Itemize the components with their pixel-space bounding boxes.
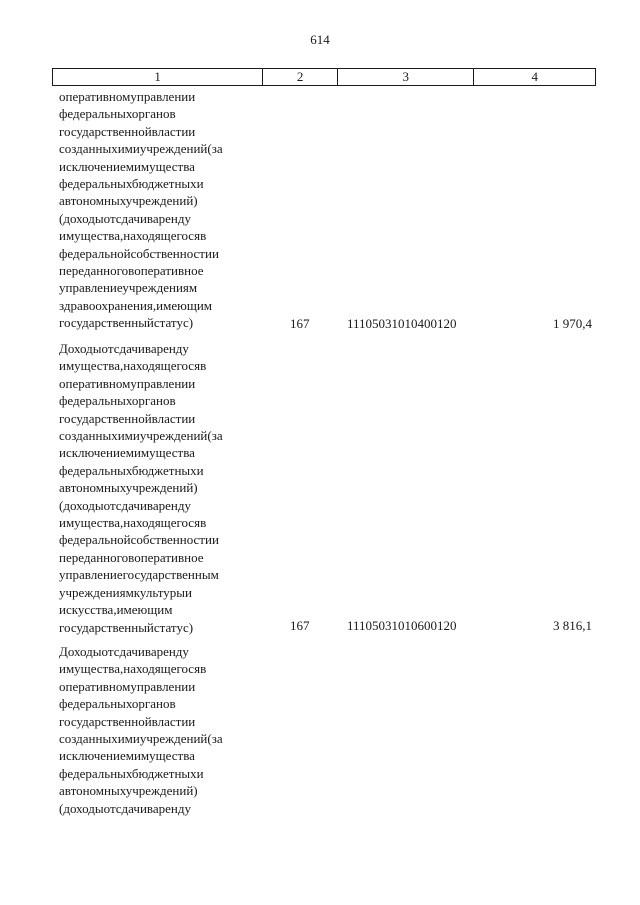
description-line: исключениемимущества <box>59 158 195 174</box>
row-1-description <box>59 88 261 332</box>
description-line: федеральныхбюджетныхи <box>59 462 204 478</box>
description-line: автономныхучреждений) <box>59 480 198 496</box>
description-line: переданноговоперативное <box>59 549 204 565</box>
description-line: созданныхимиучреждений(за <box>59 141 223 157</box>
row-1-admin: 167 <box>290 316 310 331</box>
description-line: (доходыотсдачиваренду <box>59 497 192 513</box>
description-line: автономныхучреждений) <box>59 783 198 799</box>
description-line: государственнойвластии <box>59 410 196 426</box>
description-line: оперативномуправлении <box>59 678 196 694</box>
row-3-description <box>59 643 261 817</box>
description-line: оперативномуправлении <box>59 375 196 391</box>
description-line: учреждениямкультурыи <box>59 584 192 600</box>
description-line: автономныхучреждений) <box>59 193 198 209</box>
header-col-3: 3 <box>338 69 475 85</box>
row-2-admin: 167 <box>290 618 310 633</box>
description-line: переданноговоперативное <box>59 263 204 279</box>
description-line: исключениемимущества <box>59 748 195 764</box>
description-line: (доходыотсдачиваренду <box>59 800 192 816</box>
description-line: государственныйстатус) <box>59 315 194 331</box>
description-line: имущества,находящегосяв <box>59 661 207 677</box>
row-2-description <box>59 340 261 636</box>
header-col-2: 2 <box>263 69 338 85</box>
description-line: государственнойвластии <box>59 713 196 729</box>
description-line: федеральнойсобственностии <box>59 532 219 548</box>
description-line: управлениегосударственным <box>59 567 219 583</box>
description-line: имущества,находящегосяв <box>59 515 207 531</box>
row-2-code: 11105031010600120 <box>347 618 457 633</box>
description-line: Доходыотсдачиваренду <box>59 341 189 356</box>
description-line: федеральныхорганов <box>59 696 176 712</box>
description-line: созданныхимиучреждений(за <box>59 428 223 444</box>
description-line: государственнойвластии <box>59 123 196 139</box>
row-1-value: 1 970,4 <box>553 316 592 331</box>
row-2-value: 3 816,1 <box>553 618 592 633</box>
table-header <box>52 68 596 86</box>
description-line: федеральныхорганов <box>59 393 176 409</box>
page-number: 614 <box>310 32 330 47</box>
row-1-code: 11105031010400120 <box>347 316 457 331</box>
description-line: здравоохранения,имеющим <box>59 297 213 313</box>
header-col-1: 1 <box>53 69 263 85</box>
description-line: федеральныхорганов <box>59 106 176 122</box>
description-line: искусства,имеющим <box>59 602 173 618</box>
description-line: федеральныхбюджетныхи <box>59 176 204 192</box>
description-line: (доходыотсдачиваренду <box>59 210 192 226</box>
description-line: оперативномуправлении <box>59 89 196 104</box>
description-line: имущества,находящегосяв <box>59 358 207 374</box>
description-line: федеральнойсобственностии <box>59 245 219 261</box>
description-line: созданныхимиучреждений(за <box>59 731 223 747</box>
description-line: Доходыотсдачиваренду <box>59 644 189 659</box>
description-line: исключениемимущества <box>59 445 195 461</box>
description-line: имущества,находящегосяв <box>59 228 207 244</box>
description-line: федеральныхбюджетныхи <box>59 765 204 781</box>
description-line: государственныйстатус) <box>59 619 194 635</box>
description-line: управлениеучреждениям <box>59 280 198 296</box>
header-col-4: 4 <box>531 69 538 84</box>
